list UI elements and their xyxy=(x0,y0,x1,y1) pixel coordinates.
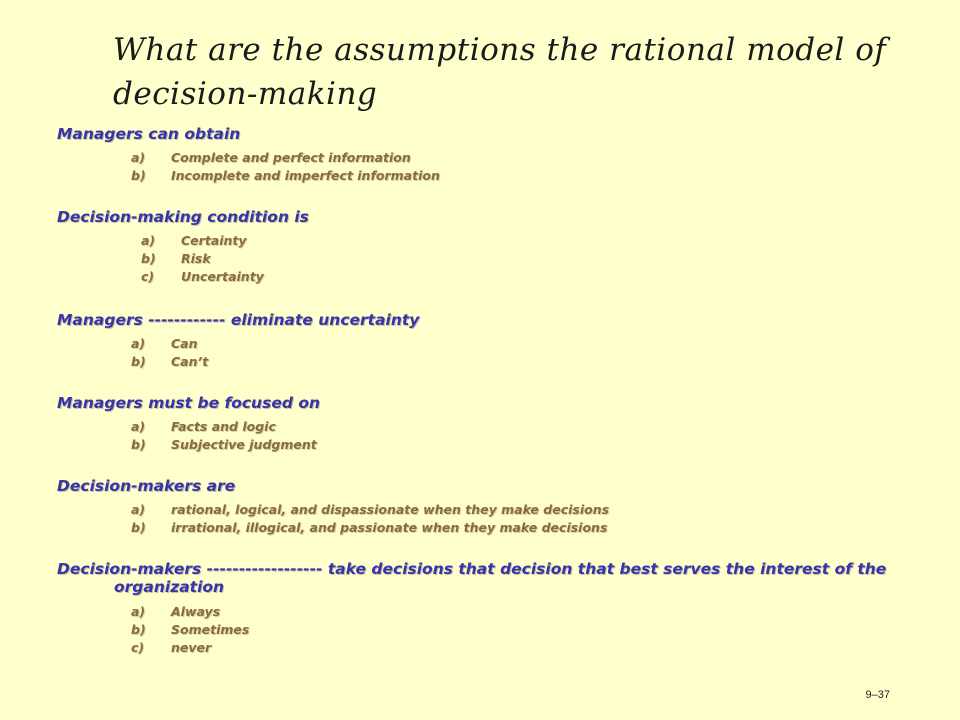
option-marker: a) xyxy=(131,336,146,351)
question-3: Managers ------------ eliminate uncertainty xyxy=(57,311,420,329)
option-marker: b) xyxy=(131,520,146,535)
question-4-option-a xyxy=(131,419,276,435)
question-6 xyxy=(57,560,907,596)
question-1-option-b xyxy=(131,168,440,184)
option-text: Complete and perfect information xyxy=(171,150,411,165)
question-4: Managers must be focused on xyxy=(57,394,321,412)
option-marker: b) xyxy=(131,168,146,183)
question-5-option-a xyxy=(131,502,609,518)
question-6-option-b xyxy=(131,622,249,638)
option-marker: c) xyxy=(141,269,155,284)
question-2-option-c xyxy=(141,269,264,285)
option-text: never xyxy=(171,640,212,655)
option-marker: a) xyxy=(131,419,146,434)
page-number: 9–37 xyxy=(865,689,890,701)
option-text: Incomplete and imperfect information xyxy=(171,168,440,183)
question-5: Decision-makers are xyxy=(57,477,236,495)
question-6-line-1: Decision-makers ------------------ take decisions that decision that best serves the interest of the xyxy=(57,560,887,578)
option-marker: b) xyxy=(131,354,146,369)
question-2: Decision-making condition is xyxy=(57,208,309,226)
option-text: Risk xyxy=(181,251,211,266)
option-text: Uncertainty xyxy=(181,269,264,284)
option-text: Certainty xyxy=(181,233,247,248)
question-2-option-a xyxy=(141,233,247,249)
question-6-option-a xyxy=(131,604,220,620)
question-6-line-2: organization xyxy=(114,578,225,596)
option-marker: a) xyxy=(131,502,146,517)
question-6-option-c xyxy=(131,640,211,656)
slide-title: What are the assumptions the rational model of decision-making xyxy=(113,32,887,112)
question-1-option-a xyxy=(131,150,411,166)
option-marker: b) xyxy=(141,251,156,266)
question-5-option-b xyxy=(131,520,607,536)
option-text: Always xyxy=(171,604,221,619)
question-1: Managers can obtain xyxy=(57,125,241,143)
option-text: Facts and logic xyxy=(171,419,276,434)
option-text: Sometimes xyxy=(171,622,250,637)
question-4-option-b xyxy=(131,437,317,453)
option-text: rational, logical, and dispassionate when they make decisions xyxy=(171,502,610,517)
option-marker: b) xyxy=(131,622,146,637)
option-text: Can’t xyxy=(171,354,209,369)
option-marker: a) xyxy=(131,150,146,165)
option-marker: a) xyxy=(131,604,146,619)
option-marker: a) xyxy=(141,233,156,248)
question-3-option-a xyxy=(131,336,198,352)
question-2-option-b xyxy=(141,251,211,267)
option-text: irrational, illogical, and passionate when they make decisions xyxy=(171,520,608,535)
question-3-option-b xyxy=(131,354,208,370)
option-marker: b) xyxy=(131,437,146,452)
option-text: Can xyxy=(171,336,198,351)
option-text: Subjective judgment xyxy=(171,437,317,452)
option-marker: c) xyxy=(131,640,145,655)
